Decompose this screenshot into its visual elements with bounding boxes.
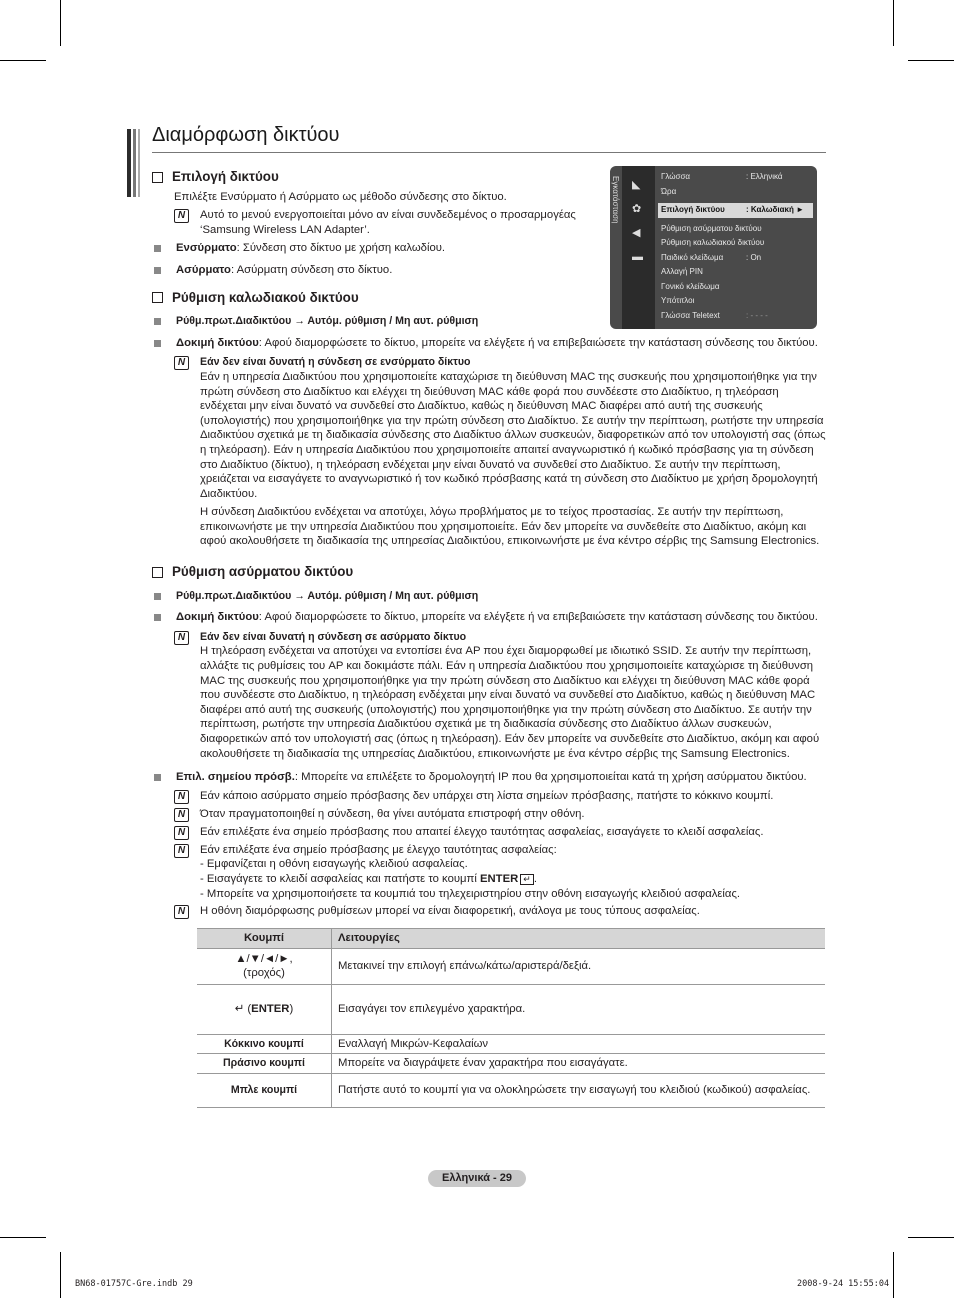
note-icon: N	[174, 826, 189, 840]
note: N Η οθόνη διαμόρφωσης ρυθμίσεων μπορεί να είναι διαφορετική, ανάλογα με τους τύπους ασφαλείας.	[152, 904, 826, 919]
section-heading: Ρύθμιση ασύρματου δικτύου	[152, 565, 826, 580]
application-icon: ▬	[632, 251, 643, 263]
bullet: Ενσύρματο: Σύνδεση στο δίκτυο με χρήση καλωδίου.	[152, 241, 826, 256]
osd-item[interactable]: Παιδικό κλείδωμα : On	[661, 252, 762, 262]
table-row: ▲/▼/◄/►, (τροχός) Μετακινεί την επιλογή επάνω/κάτω/αριστερά/δεξιά.	[197, 948, 825, 984]
osd-item[interactable]: Γονικό κλείδωμα	[661, 281, 720, 291]
print-imprint: BN68-01757C-Gre.indb 29	[75, 1279, 193, 1289]
crop-mark	[893, 0, 894, 46]
paragraph: Επιλέξτε Ενσύρματο ή Ασύρματο ως μέθοδο σύνδεσης στο δίκτυο.	[174, 190, 507, 203]
note-icon: N	[174, 356, 189, 370]
section-heading: Επιλογή δικτύου	[152, 170, 826, 185]
note-icon: N	[174, 844, 189, 858]
input-icon: ◀	[632, 227, 641, 239]
crop-mark	[60, 1252, 61, 1298]
crop-mark	[0, 60, 46, 61]
note: N Εάν δεν είναι δυνατή η σύνδεση σε ενσύρματο δίκτυο Εάν η υπηρεσία Διαδικτύου που χρησιμοποιείτε καταχώρισε τη διεύθυνση MAC της συσκευής που χρησιμοποιήθηκε για την πρώτη σύνδεση στο Διαδίκτυο και ελέγχει τη διεύθυνση MAC κάθε φορά που συνδέεστε στο Διαδίκτυο, η τηλεόραση ενδέχεται μην είναι δυνατό να συνδεθεί στο Διαδίκτυο, καθώς η διεύθυνση MAC διαφέρει από αυτή της συσκευής (υπολογιστής) που χρησιμοποιήθηκε για την πρώτη σύνδεση στο Διαδίκτυο. Σε αυτήν την περίπτωση, ρωτήστε την υπηρεσία Διαδικτύου σχετικά με τη διαδικασία σύνδεσης στο Διαδίκτυο άλλων συσκευών, διαφορετικών από τον υπολογιστή σας (όπως η τηλεόραση). Εάν η υπηρεσία Διαδικτύου που χρησιμοποιείτε απαιτεί αναγνωριστικό ή κωδικό πρόσβασης για τη σύνδεση στο Διαδίκτυο (δίκτυο), η τηλεόραση ενδέχεται μην είναι δυνατό να συνδεθεί στο Διαδίκτυο. Σε αυτήν την περίπτωση, χρειάζεται να εισαγάγετε το αναγνωριστικό ή τον κωδικό πρόσβασης κατά τη σύνδεση στο Διαδίκτυο με χρήση δρομολογητή Διαδικτύου. Η σύνδεση Διαδικτύου ενδέχεται να αποτύχει, λόγω προβλήματος με το τείχος προστασίας. Σε αυτήν την περίπτωση, επικοινωνήστε με την υπηρεσία Διαδικτύου που χρησιμοποιείτε. Εάν δεν μπορείτε να συνδεθείτε στο Διαδίκτυο, ακόμη και αφού ακολουθήσετε τη διαδικασία της υπηρεσίας Διαδικτύου, επικοινωνήστε με ένα κέντρο σέρβις της Samsung Electronics.	[152, 355, 826, 549]
crop-mark	[893, 1252, 894, 1298]
bullet: Δοκιμή δικτύου: Αφού διαμορφώσετε το δίκτυο, μπορείτε να ελέγξετε ή να επιβεβαιώσετε την κατάσταση σύνδεσης του δικτύου.	[152, 610, 826, 625]
osd-item-selected[interactable]: Επιλογή δικτύου : Καλωδιακή ►	[658, 203, 813, 218]
bullet: Ασύρματο: Ασύρματη σύνδεση στο δίκτυο.	[152, 263, 826, 278]
note: N Εάν επιλέξατε ένα σημείο πρόσβασης που απαιτεί έλεγχο ταυτότητας ασφαλείας, εισαγάγετε το κλειδί ασφαλείας.	[152, 825, 826, 840]
checkbox-icon	[152, 567, 163, 578]
checkbox-icon	[152, 172, 163, 183]
note-icon: N	[174, 790, 189, 804]
note-icon: N	[174, 808, 189, 822]
title-accent-bar	[127, 129, 140, 197]
table-row: Μπλε κουμπί Πατήστε αυτό το κουμπί για να ολοκληρώσετε την εισαγωγή του κλειδιού (κωδικού) ασφαλείας.	[197, 1073, 825, 1107]
crop-mark	[908, 60, 954, 61]
table-row: Πράσινο κουμπί Μπορείτε να διαγράψετε έναν χαρακτήρα που εισαγάγατε.	[197, 1054, 825, 1074]
crop-mark	[0, 1237, 46, 1238]
note-icon: N	[174, 631, 189, 645]
checkbox-icon	[152, 292, 163, 303]
note: N Εάν δεν είναι δυνατή η σύνδεση σε ασύρματο δίκτυο Η τηλεόραση ενδέχεται να αποτύχει να εντοπίσει ένα AP που έχει διαμορφωθεί με ιδιωτικό SSID. Σε αυτήν την περίπτωση, αλλάξτε τις ρυθμίσεις του AP και δοκιμάστε πάλι. Εάν η υπηρεσία Διαδικτύου που χρησιμοποιείτε καταχώρισε τη διεύθυνση MAC της συσκευής που χρησιμοποιήθηκε για την πρώτη σύνδεση στο Διαδίκτυο και ελέγχει τη διεύθυνση MAC κάθε φορά που συνδέεστε στο Διαδίκτυο, η τηλεόραση ενδέχεται μην είναι δυνατό να συνδεθεί στο Διαδίκτυο, καθώς η διεύθυνση MAC διαφέρει από αυτή της συσκευής (υπολογιστής) που χρησιμοποιήθηκε για την πρώτη σύνδεση στο Διαδίκτυο. Σε αυτήν την περίπτωση, ρωτήστε την υπηρεσία Διαδικτύου σχετικά με τη διαδικασία σύνδεσης στο Διαδίκτυο άλλων συσκευών, διαφορετικών από τον υπολογιστή σας (όπως η τηλεόραση). Εάν δεν μπορείτε να συνδεθείτε στο Διαδίκτυο, ακόμη και αφού ακολουθήσετε τη διαδικασία της υπηρεσίας Διαδικτύου, επικοινωνήστε με ένα κέντρο σέρβις της Samsung Electronics.	[152, 630, 826, 761]
osd-item[interactable]: Γλώσσα : Ελληνικά	[661, 172, 783, 181]
note: N Εάν κάποιο ασύρματο σημείο πρόσβασης δεν υπάρχει στη λίστα σημείων πρόσβασης, πατήστε το κόκκινο κουμπί.	[152, 789, 826, 804]
bullet-icon	[154, 774, 161, 781]
osd-item[interactable]: Γλώσσα Teletext : - - - -	[661, 310, 768, 320]
osd-item[interactable]: Ρύθμιση ασύρματου δικτύου	[661, 223, 762, 233]
table-row: Κόκκινο κουμπί Εναλλαγή Μικρών-Κεφαλαίων	[197, 1034, 825, 1054]
picture-icon: ◣	[632, 179, 641, 191]
print-timestamp: 2008-9-24 15:55:04	[797, 1279, 890, 1289]
enter-icon: ↵	[234, 1002, 245, 1015]
table-header: Κουμπί Λειτουργίες	[197, 929, 825, 949]
bullet-icon	[154, 267, 161, 274]
osd-item[interactable]: Ρύθμιση καλωδιακού δικτύου	[661, 238, 765, 247]
table-row: ↵ (ENTER) Εισαγάγει τον επιλεγμένο χαρακτήρα.	[197, 984, 825, 1034]
bullet: Ρύθμ.πρωτ.Διαδικτύου → Αυτόμ. ρύθμιση / Μη αυτ. ρύθμιση	[152, 589, 826, 604]
crop-mark	[908, 1237, 954, 1238]
note-icon: N	[174, 905, 189, 919]
osd-item[interactable]: Αλλαγή PIN	[661, 267, 703, 276]
section-heading: Ρύθμιση καλωδιακού δικτύου	[152, 291, 826, 306]
page-title: Διαμόρφωση δικτύου	[152, 124, 340, 146]
bullet-icon	[154, 593, 161, 600]
main-content	[152, 170, 826, 1108]
osd-item[interactable]: Ώρα	[661, 186, 677, 196]
setup-gear-icon: ✿	[632, 203, 642, 215]
note-icon: N	[174, 209, 189, 223]
bullet: Ρύθμ.πρωτ.Διαδικτύου → Αυτόμ. ρύθμιση / Μη αυτ. ρύθμιση	[152, 314, 826, 329]
crop-mark	[60, 0, 61, 46]
bullet: Δοκιμή δικτύου: Αφού διαμορφώσετε το δίκτυο, μπορείτε να ελέγξετε ή να επιβεβαιώσετε την κατάσταση σύνδεσης του δικτύου.	[152, 336, 826, 351]
page-number: Ελληνικά - 29	[428, 1170, 526, 1187]
enter-icon: ↵	[520, 874, 534, 885]
bullet-icon	[154, 614, 161, 621]
note: N Αυτό το μενού ενεργοποιείται μόνο αν είναι συνδεδεμένος ο προσαρμογέας ‘Samsung Wireless LAN Adapter’.	[152, 208, 594, 237]
bullet: Επιλ. σημείου πρόσβ.: Μπορείτε να επιλέξετε το δρομολογητή IP που θα χρησιμοποιείται κατά τη χρήση ασύρματου δικτύου.	[152, 770, 826, 785]
note: N Όταν πραγματοποιηθεί η σύνδεση, θα γίνει αυτόματα επιστροφή στην οθόνη.	[152, 807, 826, 822]
bullet-icon	[154, 245, 161, 252]
bullet-icon	[154, 318, 161, 325]
note: N Εάν επιλέξατε ένα σημείο πρόσβασης με έλεγχο ταυτότητας ασφαλείας: - Εμφανίζεται η οθόνη εισαγωγής κλειδιού ασφαλείας. - Εισαγάγετε το κλειδί ασφαλείας και πατήστε το κουμπί ENTER ↵ . - Μπορείτε να χρησιμοποιήσετε τα κουμπιά του τηλεχειριστηρίου στην οθόνη εισαγωγής κλειδιού ασφαλείας.	[152, 843, 826, 901]
title-divider	[152, 152, 826, 153]
osd-item[interactable]: Υπότιτλοι	[661, 296, 695, 305]
bullet-icon	[154, 340, 161, 347]
key-function-table	[197, 928, 825, 1108]
osd-side-label: Εγκατάσταση	[611, 176, 620, 224]
